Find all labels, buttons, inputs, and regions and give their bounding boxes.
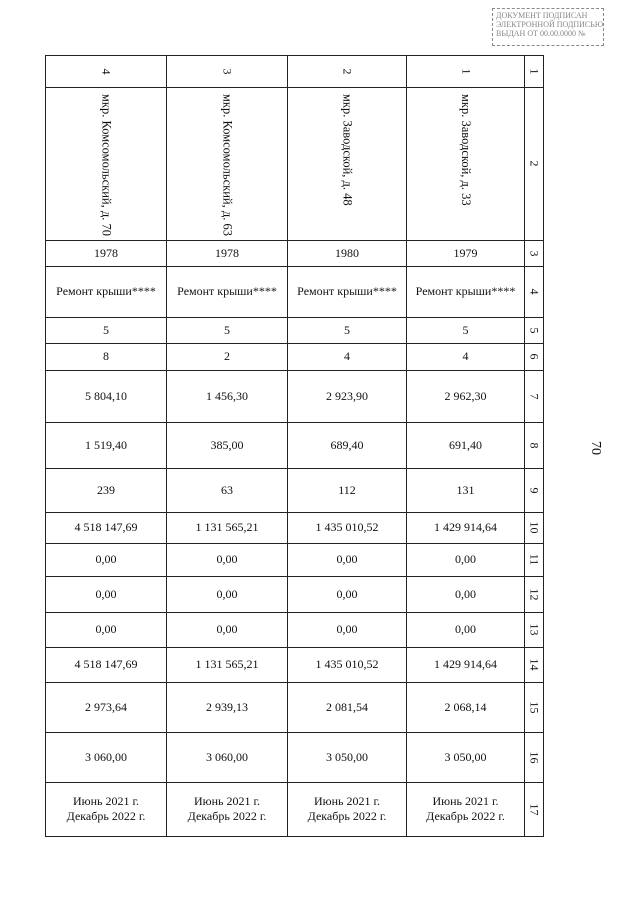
table-row	[46, 468, 544, 512]
cell-limit-cost: 3 060,00	[46, 732, 167, 782]
cell-area-roof: 689,40	[288, 422, 407, 468]
row-number: 9	[525, 468, 544, 512]
row-number: 6	[525, 343, 544, 370]
cell-c14: 1 131 565,21	[167, 647, 288, 682]
table-row	[46, 343, 544, 370]
cell-residents: 112	[288, 468, 407, 512]
stamp-line: ВЫДАН ОТ 00.00.0000 №	[496, 29, 586, 38]
cell-cost-total: 1 131 565,21	[167, 512, 288, 543]
cell-entrances: 8	[46, 343, 167, 370]
cell-limit-cost: 3 050,00	[407, 732, 525, 782]
cell-c11: 0,00	[167, 543, 288, 576]
table-row	[46, 647, 544, 682]
table-row	[46, 240, 544, 266]
cell-work: Ремонт крыши****	[167, 266, 288, 317]
cell-area-total: 2 962,30	[407, 370, 525, 422]
cell-num: 4	[46, 56, 167, 88]
cell-c11: 0,00	[407, 543, 525, 576]
cell-residents: 63	[167, 468, 288, 512]
cell-c12: 0,00	[407, 576, 525, 612]
table-row	[46, 88, 544, 241]
cell-area-roof: 1 519,40	[46, 422, 167, 468]
cell-c14: 4 518 147,69	[46, 647, 167, 682]
cell-entrances: 4	[407, 343, 525, 370]
row-number: 15	[525, 682, 544, 732]
cell-c13: 0,00	[288, 612, 407, 647]
cell-c13: 0,00	[46, 612, 167, 647]
table-row	[46, 612, 544, 647]
cell-work: Ремонт крыши****	[407, 266, 525, 317]
table-row	[46, 782, 544, 836]
cell-area-total: 5 804,10	[46, 370, 167, 422]
cell-entrances: 4	[288, 343, 407, 370]
cell-floors: 5	[167, 317, 288, 343]
cell-unit-cost: 2 081,54	[288, 682, 407, 732]
cell-area-roof: 385,00	[167, 422, 288, 468]
cell-address: мкр. Комсомольский, д. 70	[46, 88, 167, 241]
cell-floors: 5	[288, 317, 407, 343]
cell-c11: 0,00	[288, 543, 407, 576]
cell-period: Июнь 2021 г. Декабрь 2022 г.	[288, 782, 407, 836]
row-number: 4	[525, 266, 544, 317]
table-row	[46, 370, 544, 422]
cell-year: 1978	[167, 240, 288, 266]
table-row	[46, 56, 544, 88]
cell-c12: 0,00	[46, 576, 167, 612]
cell-entrances: 2	[167, 343, 288, 370]
cell-area-total: 2 923,90	[288, 370, 407, 422]
table-row	[46, 682, 544, 732]
row-number: 5	[525, 317, 544, 343]
cell-area-total: 1 456,30	[167, 370, 288, 422]
row-number: 12	[525, 576, 544, 612]
table-row	[46, 317, 544, 343]
cell-work: Ремонт крыши****	[46, 266, 167, 317]
row-number: 3	[525, 240, 544, 266]
cell-c11: 0,00	[46, 543, 167, 576]
stamp-line: ЭЛЕКТРОННОЙ ПОДПИСЬЮ	[496, 20, 604, 29]
row-number: 2	[525, 88, 544, 241]
cell-address: мкр. Заводской, д. 33	[407, 88, 525, 241]
cell-unit-cost: 2 068,14	[407, 682, 525, 732]
cell-cost-total: 4 518 147,69	[46, 512, 167, 543]
row-number: 10	[525, 512, 544, 543]
table-row	[46, 732, 544, 782]
repair-table	[45, 55, 544, 837]
cell-period: Июнь 2021 г. Декабрь 2022 г.	[167, 782, 288, 836]
cell-year: 1980	[288, 240, 407, 266]
cell-address: мкр. Заводской, д. 48	[288, 88, 407, 241]
table-row	[46, 512, 544, 543]
stamp-line: ДОКУМЕНТ ПОДПИСАН	[496, 11, 588, 20]
cell-address: мкр. Комсомольский, д. 63	[167, 88, 288, 241]
row-number: 8	[525, 422, 544, 468]
cell-c13: 0,00	[167, 612, 288, 647]
page-number: 70	[588, 441, 603, 455]
cell-cost-total: 1 435 010,52	[288, 512, 407, 543]
cell-year: 1979	[407, 240, 525, 266]
cell-num: 2	[288, 56, 407, 88]
row-number: 11	[525, 543, 544, 576]
cell-c14: 1 429 914,64	[407, 647, 525, 682]
cell-limit-cost: 3 060,00	[167, 732, 288, 782]
cell-limit-cost: 3 050,00	[288, 732, 407, 782]
cell-num: 3	[167, 56, 288, 88]
row-number: 1	[525, 56, 544, 88]
cell-residents: 239	[46, 468, 167, 512]
row-number: 13	[525, 612, 544, 647]
cell-floors: 5	[46, 317, 167, 343]
cell-c14: 1 435 010,52	[288, 647, 407, 682]
table-row	[46, 422, 544, 468]
row-number: 14	[525, 647, 544, 682]
signature-stamp	[492, 8, 604, 46]
row-number: 17	[525, 782, 544, 836]
row-number: 7	[525, 370, 544, 422]
row-number: 16	[525, 732, 544, 782]
cell-c13: 0,00	[407, 612, 525, 647]
cell-unit-cost: 2 939,13	[167, 682, 288, 732]
cell-work: Ремонт крыши****	[288, 266, 407, 317]
cell-c12: 0,00	[167, 576, 288, 612]
cell-floors: 5	[407, 317, 525, 343]
table-row	[46, 266, 544, 317]
cell-residents: 131	[407, 468, 525, 512]
cell-area-roof: 691,40	[407, 422, 525, 468]
cell-period: Июнь 2021 г. Декабрь 2022 г.	[407, 782, 525, 836]
cell-period: Июнь 2021 г. Декабрь 2022 г.	[46, 782, 167, 836]
cell-cost-total: 1 429 914,64	[407, 512, 525, 543]
cell-num: 1	[407, 56, 525, 88]
cell-year: 1978	[46, 240, 167, 266]
table-row	[46, 576, 544, 612]
cell-c12: 0,00	[288, 576, 407, 612]
table-row	[46, 543, 544, 576]
cell-unit-cost: 2 973,64	[46, 682, 167, 732]
